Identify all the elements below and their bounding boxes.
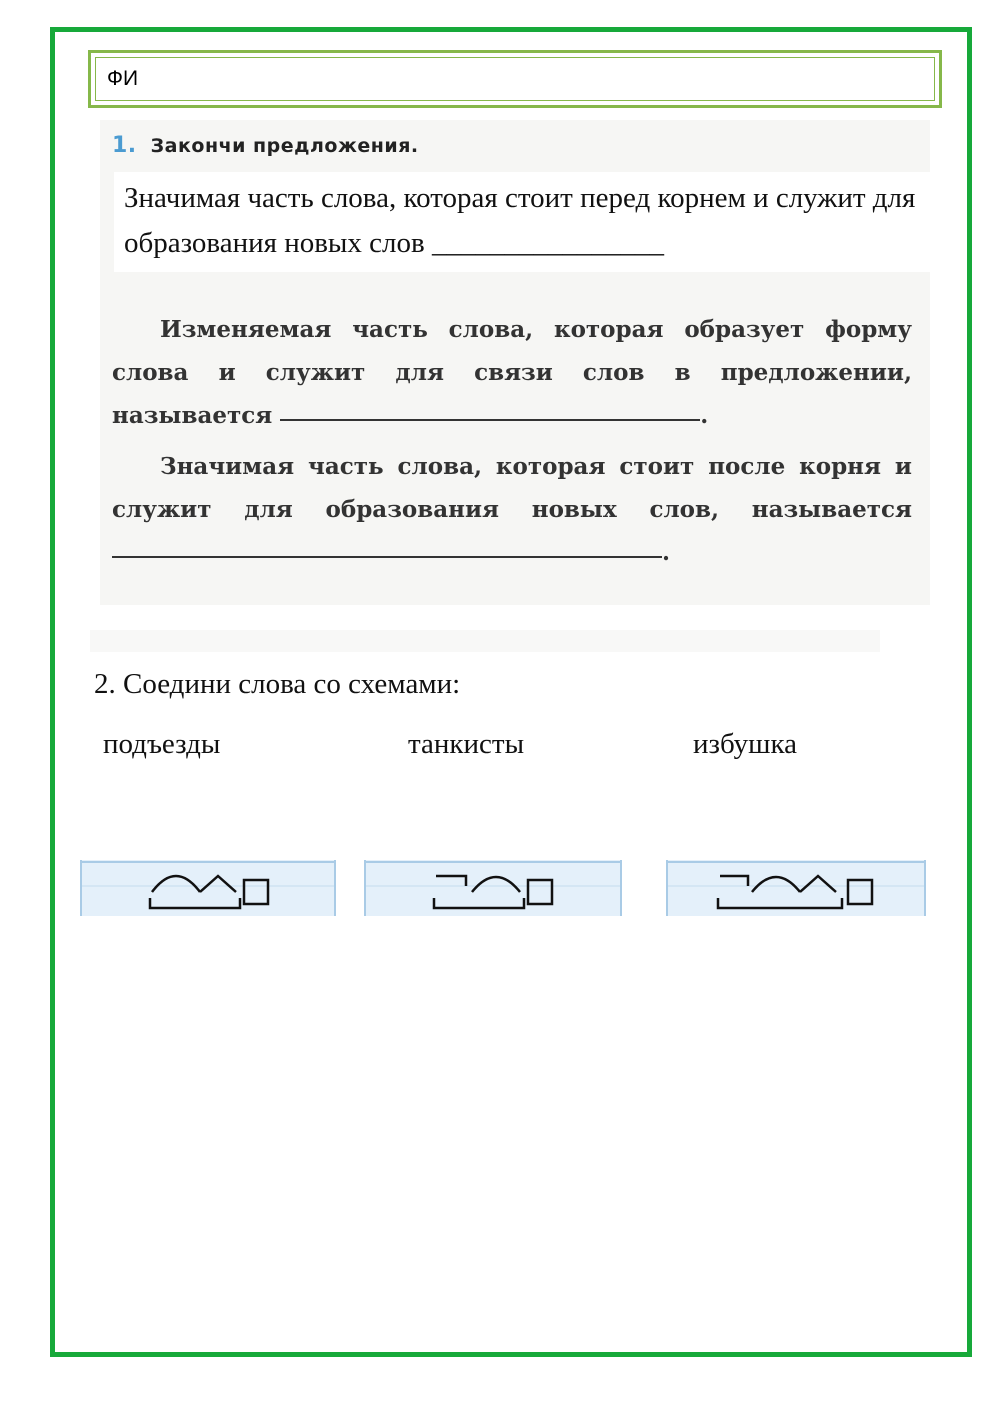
sentence-suffix <box>112 445 912 574</box>
task1-instruction: Закончи предложения. <box>150 135 419 157</box>
word-1[interactable]: подъезды <box>103 728 221 760</box>
scheme-2[interactable] <box>364 850 622 916</box>
sentence-ending <box>112 308 912 437</box>
ending-period: . <box>700 402 709 429</box>
sentence-prefix: Значимая часть слова, которая стоит перед корнем и служит для образования новых слов ________________ <box>124 182 916 259</box>
task1-number: 1. <box>112 133 137 158</box>
task1-title <box>112 133 419 158</box>
name-field-inner-border <box>95 57 935 101</box>
word-2[interactable]: танкисты <box>408 728 525 760</box>
scheme-3[interactable] <box>666 850 926 916</box>
suffix-period: . <box>662 539 671 566</box>
scheme-1[interactable] <box>80 850 336 916</box>
task2-title: 2. Соедини слова со схемами: <box>94 668 461 700</box>
name-field-label: ФИ <box>107 67 139 90</box>
sentence-ending-text: Изменяемая часть слова, которая образует форму слова и служит для связи слов в предложении, называется <box>112 316 912 429</box>
scan-strip <box>90 630 880 652</box>
word-3[interactable]: избушка <box>693 728 797 760</box>
suffix-answer-line[interactable] <box>112 555 662 558</box>
ending-answer-line[interactable] <box>280 418 700 421</box>
name-field[interactable] <box>88 50 942 108</box>
sentence-suffix-text: Значимая часть слова, которая стоит после корня и служит для образования новых слов, называется <box>112 453 912 523</box>
